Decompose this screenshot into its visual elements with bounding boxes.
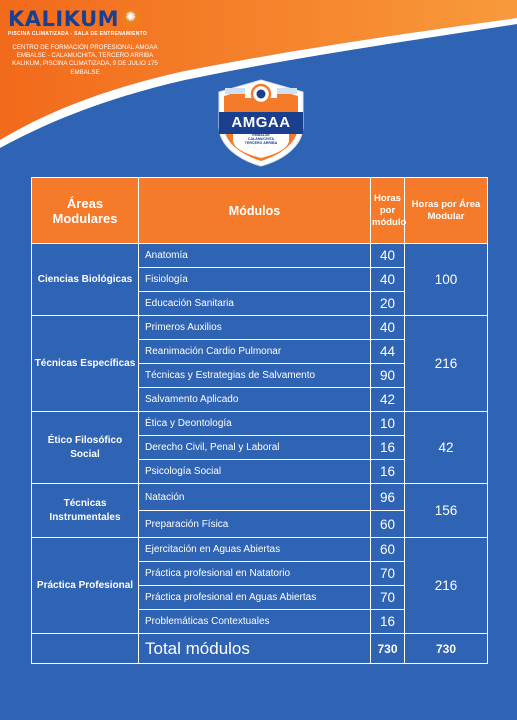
center-line: EMBALSE - CALAMUCHITA, TERCERO ARRIBA [16, 52, 154, 60]
module-name: Educación Sanitaria [139, 292, 371, 316]
logo-emblem-icon: ✺ [121, 8, 141, 28]
total-row [32, 634, 488, 664]
badge-title: AMGAA [231, 114, 291, 131]
module-name: Derecho Civil, Penal y Laboral [139, 436, 371, 460]
module-hours: 40 [371, 244, 405, 268]
kalikum-logo [8, 8, 158, 37]
center-line: EMBALSE [70, 68, 100, 76]
module-hours: 16 [371, 460, 405, 484]
module-name: Problemáticas Contextuales [139, 610, 371, 634]
area-name: Ético Filosófico Social [32, 412, 139, 484]
module-name: Preparación Física [139, 511, 371, 538]
module-name: Anatomía [139, 244, 371, 268]
module-name: Práctica profesional en Natatorio [139, 562, 371, 586]
area-name: Técnicas Específicas [32, 316, 139, 412]
module-hours: 60 [371, 511, 405, 538]
module-hours: 16 [371, 610, 405, 634]
module-hours: 90 [371, 364, 405, 388]
total-empty-cell [32, 634, 139, 664]
area-hours: 42 [405, 412, 488, 484]
area-name: Técnicas Instrumentales [32, 484, 139, 538]
total-area-hours: 730 [405, 634, 488, 664]
header-hours-per-area: Horas por Área Modular [405, 178, 488, 244]
module-name: Práctica profesional en Aguas Abiertas [139, 586, 371, 610]
total-label: Total módulos [139, 634, 371, 664]
module-hours: 40 [371, 268, 405, 292]
module-hours: 10 [371, 412, 405, 436]
area-hours: 216 [405, 316, 488, 412]
table-row [32, 538, 488, 562]
header-hours-per-module: Horas por módulo [371, 178, 405, 244]
module-name: Primeros Auxilios [139, 316, 371, 340]
module-name: Ejercitación en Aguas Abiertas [139, 538, 371, 562]
center-line: KALIKUM, PISCINA CLIMATIZADA, 9 DE JULIO 175 [12, 60, 158, 68]
table-row [32, 412, 488, 436]
table-header-row [32, 178, 488, 244]
area-name: Práctica Profesional [32, 538, 139, 634]
module-hours: 70 [371, 586, 405, 610]
header-areas: Áreas Modulares [32, 178, 139, 244]
module-hours: 44 [371, 340, 405, 364]
brand-tagline: PISCINA CLIMATIZADA - SALA DE ENTRENAMIENTO [8, 31, 148, 37]
header-modules: Módulos [139, 178, 371, 244]
table-row [32, 316, 488, 340]
modules-table [31, 177, 488, 664]
module-hours: 20 [371, 292, 405, 316]
module-hours: 96 [371, 484, 405, 511]
center-line: CENTRO DE FORMACIÓN PROFESIONAL AMGAA [12, 44, 158, 51]
module-name: Natación [139, 484, 371, 511]
module-hours: 70 [371, 562, 405, 586]
table-row [32, 244, 488, 268]
area-hours: 216 [405, 538, 488, 634]
area-name: Ciencias Biológicas [32, 244, 139, 316]
badge-location: EMBALSE CALAMUCHITA TERCERO ARRIBA [244, 133, 278, 146]
module-hours: 40 [371, 316, 405, 340]
center-address [6, 44, 164, 77]
area-hours: 156 [405, 484, 488, 538]
module-name: Fisiología [139, 268, 371, 292]
module-name: Reanimación Cardio Pulmonar [139, 340, 371, 364]
table-row [32, 484, 488, 511]
module-hours: 16 [371, 436, 405, 460]
brand-name: KALIKUM ✺ [8, 8, 158, 30]
module-hours: 42 [371, 388, 405, 412]
module-name: Técnicas y Estrategias de Salvamento [139, 364, 371, 388]
module-name: Psicología Social [139, 460, 371, 484]
module-name: Salvamento Aplicado [139, 388, 371, 412]
module-hours: 60 [371, 538, 405, 562]
amgaa-badge [215, 78, 307, 168]
total-hours: 730 [371, 634, 405, 664]
area-hours: 100 [405, 244, 488, 316]
module-name: Ética y Deontología [139, 412, 371, 436]
